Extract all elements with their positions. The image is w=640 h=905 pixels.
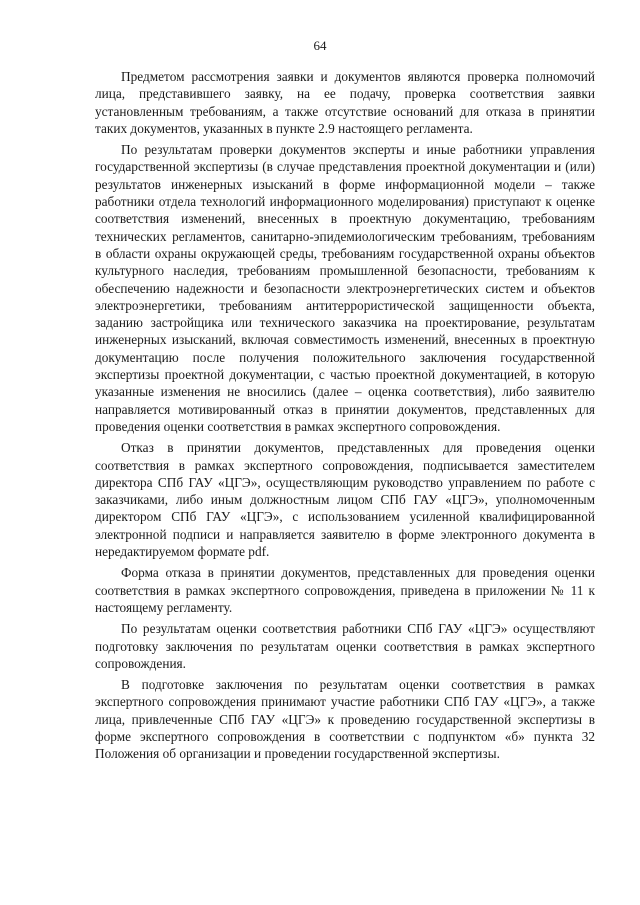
paragraph-subject-of-review: Предметом рассмотрения заявки и документов являются проверка полномочий лица, представившего заявку, на ее подачу, проверка соответствия заявки установленным требованиям, а также отсутствие оснований для отказа в принятии таких документов, указанных в пункте 2.9 настоящего регламента.	[95, 69, 595, 136]
paragraph-refusal-form: Форма отказа в принятии документов, представленных для проведения оценки соответствия в рамках экспертного сопровождения, приведена в приложении № 11 к настоящему регламенту.	[95, 565, 595, 615]
document-body	[95, 68, 595, 767]
paragraph-document-check-results: По результатам проверки документов эксперты и иные работники управления государственной экспертизы (в случае представления проектной документации и (или) результатов инженерных изысканий в форме информационной модели – также работники отдела технологий информационного моделирования) приступают к оценке соответствия изменений, внесенных в проектную документацию, требованиям технических регламентов, санитарно-эпидемиологическим требованиям, требованиям в области охраны окружающей среды, требованиям государственной охраны объектов культурного наследия, требованиям промышленной безопасности, требованиям к обеспечению надежности и безопасности электроэнергетических систем и объектов электроэнергетики, требованиям антитеррористической защищенности объекта, заданию застройщика или технического заказчика на проектирование, результатам инженерных изысканий, включая совместимость изменений, внесенных в проектную документацию после получения положительного заключения государственной экспертизы проектной документации, с частью проектной документацией, в которую указанные изменения не вносились (далее – оценка соответствия), либо заявителю направляется мотивированный отказ в принятии документов, представленных для проведения оценки соответствия в рамках экспертного сопровождения.	[95, 142, 595, 434]
page-number: 64	[313, 38, 327, 53]
paragraph-participants: В подготовке заключения по результатам оценки соответствия в рамках экспертного сопровождения принимают участие работники СПб ГАУ «ЦГЭ», а также лица, привлеченные СПб ГАУ «ЦГЭ» к проведению государственной экспертизы в форме экспертного сопровождения в соответствии с подпунктом «б» пункта 32 Положения об организации и проведении государственной экспертизы.	[95, 677, 595, 762]
paragraph-refusal-signing: Отказ в принятии документов, представленных для проведения оценки соответствия в рамках экспертного сопровождения, подписывается заместителем директора СПб ГАУ «ЦГЭ», осуществляющим руководство управлением по работе с заказчиками, либо иным должностным лицом СПб ГАУ «ЦГЭ», уполномоченным директором СПб ГАУ «ЦГЭ», с использованием усиленной квалифицированной электронной подписи и направляется заявителю в форме электронного документа в нередактируемом формате pdf.	[95, 440, 595, 560]
paragraph-conclusion-preparation: По результатам оценки соответствия работники СПб ГАУ «ЦГЭ» осуществляют подготовку заключения по результатам оценки соответствия в рамках экспертного сопровождения.	[95, 621, 595, 671]
